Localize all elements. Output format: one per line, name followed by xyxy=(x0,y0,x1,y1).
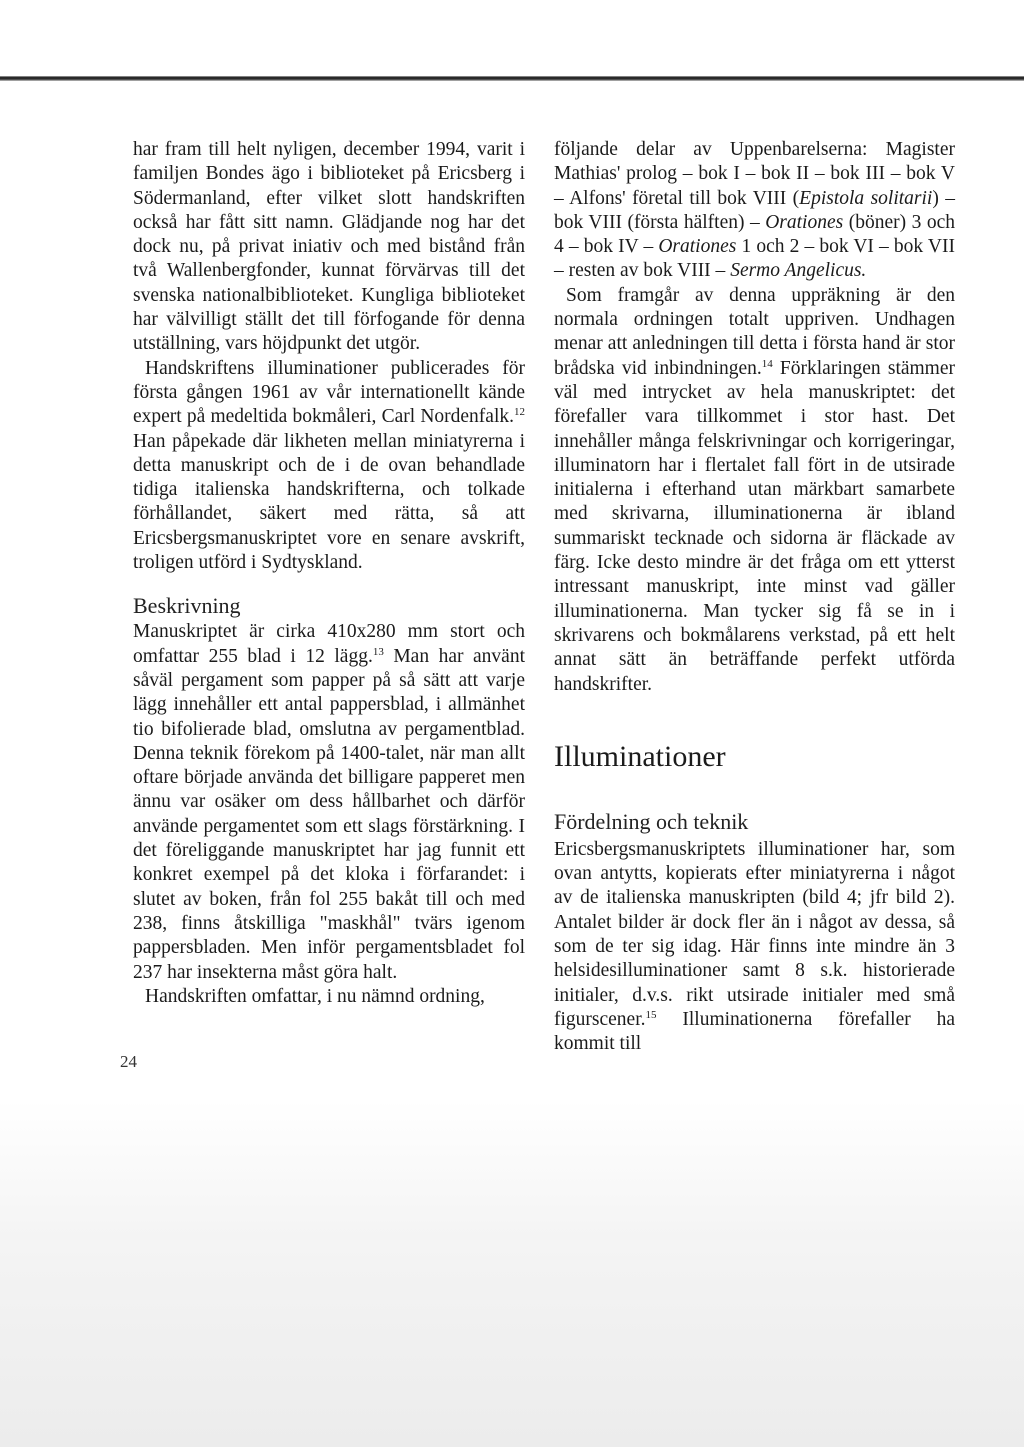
left-paragraph-3: Manuskriptet är cirka 410x280 mm stort och omfattar 255 blad i 12 lägg.$^{13}$ Man har använt såväl pergament som papper på så sätt att varje lägg innehåller ett antal pappersblad, i allmänhet tio bifolierade blad, omslutna av pergamentblad. Denna teknik förekom på 1400-talet, när man allt oftare började använda det billigare papperet men ännu var osäker om dess hållbarhet och därför använde pergamentet som ett slags förstärkning. I det föreliggande manuskriptet har jag funnit ett konkret exempel på det kloka i förfarandet: i slutet av boken, från fol 255 bakåt till och med 238, finns åtskilliga "maskhål" tvärs igenom pappersbladen. Men inför pergamentsbladet fol 237 har insekterna måst göra halt. xyxy=(133,621,525,983)
footnote-ref-14: 14 xyxy=(761,357,773,370)
right-paragraph-1: följande delar av Uppenbarelserna: Magister Mathias' prolog – bok I – bok II – bok III – bok V – Alfons' företal till bok VIII (Epistola solitarii) – bok VIII (första hälften) – Orationes (böner) 3 och 4 – bok IV – Orationes 1 och 2 – bok VI – bok VII – resten av bok VIII – Sermo Angelicus. xyxy=(554,139,955,282)
heading-beskrivning: Beskrivning xyxy=(133,593,241,619)
left-paragraph-2: Handskriftens illuminationer publicerades för första gången 1961 av vår internationellt kände expert på medeltida bokmåleri, Carl Nordenfalk.$^{12}$ Han påpekade där likheten mellan miniatyrerna i detta manuskript och de i de ovan behandlade tidiga italienska handskrifterna, och tolkade förhållandet, säkert med rätta, så att Ericsbergsmanuskriptet vore en senare avskrift, troligen utförd i Sydtyskland. xyxy=(133,357,525,574)
heading-fordelning-och-teknik: Fördelning och teknik xyxy=(554,808,749,834)
right-column xyxy=(554,138,955,1057)
left-paragraph-4: Handskriften omfattar, i nu nämnd ordning, xyxy=(145,985,485,1007)
page-edge-shadow xyxy=(0,1100,1024,1447)
footnote-ref-13: 13 xyxy=(372,645,384,658)
right-paragraph-3: Ericsbergsmanuskriptets illuminationer har, som ovan antytts, kopierats efter miniatyrerna i något av de italienska manuskripten (bild 4; jfr bild 2). Antalet bilder är dock fler än i något av dessa, så som de ter sig idag. Här finns inte mindre än 3 helsidesilluminationer samt 8 s.k. historierade initialer, d.v.s. rikt utsirade initialer med små figurscener.$^{15}$ Illuminationerna förefaller ha kommit till xyxy=(554,838,955,1055)
page-number: 24 xyxy=(120,1052,137,1071)
left-column xyxy=(133,138,525,1009)
right-paragraph-2: Som framgår av denna uppräkning är den normala ordningen totalt uppriven. Undhagen menar att anledningen till detta i första hand är stor brådska vid inbindningen.$^{14}$ Förklaringen stämmer väl med intrycket av hela manuskriptet: det förefaller vara tillkommet i stor hast. Det innehåller många felskrivningar och korrigeringar, illuminatorn har i flertalet fall fört in de utsirade initialerna i efterhand utan märkbart samarbete med skrivarna, illuminationerna är ibland summariskt tecknade och sidorna är fläckade av färg. Icke desto mindre är det fråga om ett ytterst intressant manuskript, inte minst vad gäller illuminationerna. Man tycker sig få se in i skrivarens och bokmålarens verkstad, på ett helt annat sätt än beträffande perfekt utförda handskrifter. xyxy=(554,284,955,695)
top-rule xyxy=(0,76,1024,81)
footnote-ref-12: 12 xyxy=(514,406,525,419)
left-paragraph-1: har fram till helt nyligen, december 1994, varit i familjen Bondes ägo i biblioteket på Ericsberg i Södermanland, efter vilket slott handskriften också har fått sitt namn. Glädjande nog har det dock nu, på privat iniativ och med bistånd från två Wallenbergfonder, kunnat förvärvas till det svenska nationalbiblioteket. Kungliga biblioteket har välvilligt ställt det till förfogande för denna utställning, vars höjdpunkt det utgör. xyxy=(133,139,525,355)
footnote-ref-15: 15 xyxy=(645,1008,657,1021)
heading-illuminationer: Illuminationer xyxy=(554,739,726,773)
